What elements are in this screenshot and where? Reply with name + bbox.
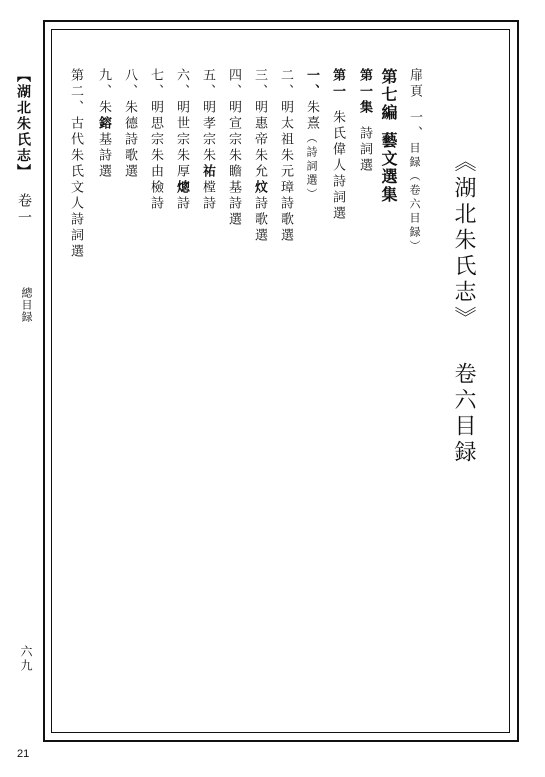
toc-entry: 四、明宣宗朱瞻基詩選: [226, 68, 241, 228]
toc-collection-heading: 第一集詩詞選: [357, 68, 372, 174]
toc-section-heading: 第一朱氏偉人詩詞選: [330, 68, 345, 222]
toc-section-heading: 第二、古代朱氏文人詩詞選: [68, 68, 83, 260]
toc-entry: 五、明孝宗朱祐樘詩: [200, 68, 215, 212]
book-title: 《湖北朱氏志》: [451, 150, 476, 332]
page-number: 21: [17, 748, 30, 760]
toc-entry: 三、明惠帝朱允炆詩歌選: [252, 68, 267, 244]
toc-part-heading: 第七編藝文選集: [379, 68, 398, 204]
volume-toc-title: 卷六目録: [451, 362, 476, 466]
running-header-page: 六九: [19, 645, 33, 673]
toc-entry-frontmatter: 扉頁一、目録（卷六目録）: [407, 68, 422, 254]
running-header-section: 總目録: [20, 287, 33, 323]
toc-entry: 九、朱鎔基詩選: [96, 68, 111, 180]
toc-entry: 六、明世宗朱厚熜詩: [174, 68, 189, 212]
running-header-title: 【湖北朱氏志】: [15, 68, 31, 180]
toc-entry: 八、朱德詩歌選: [122, 68, 137, 180]
toc-entry: 七、明思宗朱由檢詩: [148, 68, 163, 212]
page-title: [448, 150, 479, 466]
toc-entry: 二、明太祖朱元璋詩歌選: [278, 68, 293, 244]
running-header-volume: 卷一: [16, 193, 32, 227]
toc-entry: 一、朱熹（詩詞選）: [304, 68, 319, 202]
